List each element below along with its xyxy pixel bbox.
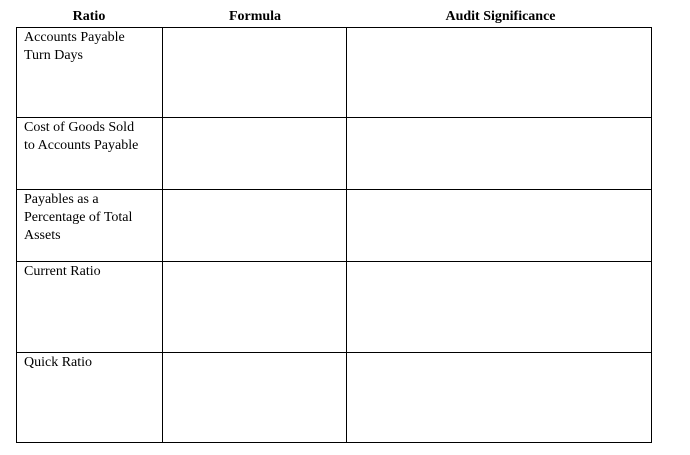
audit-significance-cell[interactable]	[347, 190, 652, 262]
table-row	[17, 190, 652, 262]
header-formula: Formula	[228, 9, 282, 24]
audit-significance-cell[interactable]	[347, 28, 652, 118]
formula-cell[interactable]	[163, 190, 347, 262]
formula-cell[interactable]	[163, 353, 347, 443]
ratio-cell	[17, 262, 163, 353]
audit-significance-cell[interactable]	[347, 118, 652, 190]
formula-cell[interactable]	[163, 118, 347, 190]
ratio-cell	[17, 353, 163, 443]
formula-cell[interactable]	[163, 262, 347, 353]
ratio-label: Current Ratio	[24, 264, 101, 279]
table-row	[17, 28, 652, 118]
table-row	[17, 118, 652, 190]
formula-cell[interactable]	[163, 28, 347, 118]
audit-significance-cell[interactable]	[347, 353, 652, 443]
ratio-label: Payables as a Percentage of Total Assets	[24, 192, 133, 243]
header-ratio: Ratio	[72, 9, 106, 24]
ratio-cell	[17, 190, 163, 262]
table-row	[17, 353, 652, 443]
table-row	[17, 262, 652, 353]
ratio-table	[16, 27, 652, 443]
audit-significance-cell[interactable]	[347, 262, 652, 353]
ratio-label: Quick Ratio	[24, 355, 93, 370]
ratio-label: Accounts Payable Turn Days	[24, 30, 125, 63]
ratio-cell	[17, 28, 163, 118]
ratio-label: Cost of Goods Sold to Accounts Payable	[24, 120, 139, 153]
ratio-cell	[17, 118, 163, 190]
header-audit-significance: Audit Significance	[445, 9, 556, 24]
